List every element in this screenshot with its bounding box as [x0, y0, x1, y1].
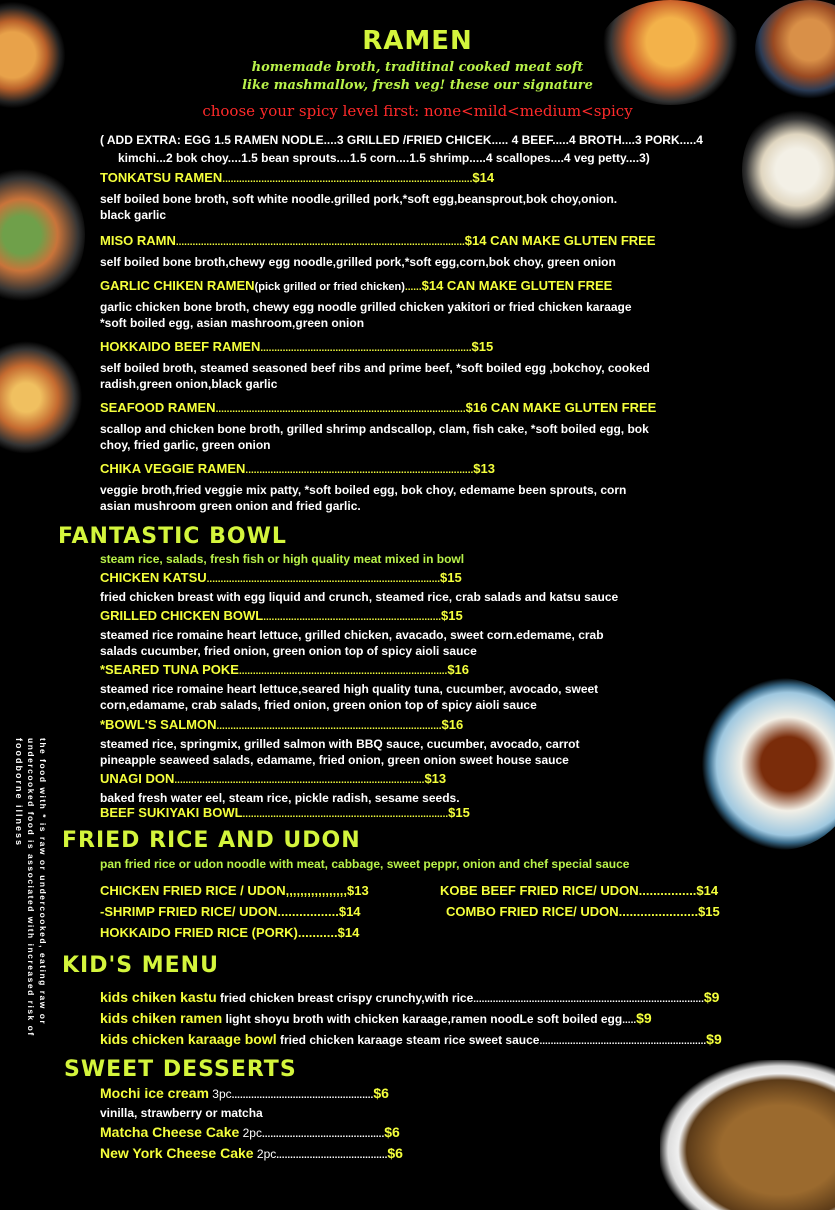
unagi-bowl-image: [700, 678, 835, 850]
bowl-item-name: GRILLED CHICKEN BOWL: [100, 608, 264, 623]
add-extra-line2: kimchi...2 bok choy....1.5 bean sprouts....1.5 corn....1.5 shrimp.....4 scallopes....4 veg petty....3): [118, 151, 650, 165]
bowl-item-dots: .................................................................................: [216, 721, 442, 732]
ramen-item-line: [100, 233, 656, 248]
bowl-item-desc-line1: baked fresh water eel, steam rice, pickle radish, sesame seeds.: [100, 791, 460, 805]
bowl-item-desc-line1: fried chicken breast with egg liquid and crunch, steamed rice, crab salads and katsu sauce: [100, 590, 619, 604]
ramen-item-price: $15: [471, 339, 494, 354]
dessert-item-qty: 2pc: [253, 1147, 277, 1161]
dessert-item-dots: ...................................................: [231, 1090, 374, 1101]
bowl-item-desc-line2: pineapple seaweed salads, edamame, fried onion, green onion sweet house sauce: [100, 753, 569, 767]
disclaimer-col-2: undercooked food is associated with increased risk of: [26, 738, 36, 1037]
bowl-item-line: [100, 570, 462, 585]
kids-item-dots: ............................................................: [539, 1036, 707, 1047]
fried-rice-title: FRIED RICE AND UDON: [62, 828, 361, 853]
kids-item-price: $9: [636, 1010, 652, 1026]
ramen-subtitle-line1: homemade broth, traditinal cooked meat soft: [251, 60, 584, 75]
fried-rice-item-chicken: CHICKEN FRIED RICE / UDON,,,,,,,,,,,,,,,,,$13: [100, 883, 369, 898]
bowl-item-name: UNAGI DON: [100, 771, 175, 786]
fried-rice-subtitle: pan fried rice or udon noodle with meat, cabbage, sweet peppr, onion and chef special sauce: [100, 857, 630, 871]
ramen-item-desc-line2: radish,green onion,black garlic: [100, 377, 278, 391]
ramen-item-dots: ..........................................................................................: [222, 174, 473, 185]
kids-item-dots: .....: [622, 1015, 637, 1026]
ramen-item-line: [100, 400, 656, 415]
ramen-item-desc-line1: scallop and chicken bone broth, grilled shrimp andscallop, clam, fish cake, *soft boiled egg, bok: [100, 422, 649, 436]
kids-menu-title: KID'S MENU: [62, 953, 219, 978]
kids-item-price: $9: [706, 1031, 722, 1047]
ramen-item-price: $14 CAN MAKE GLUTEN FREE: [464, 233, 656, 248]
ramen-bowl-image-left-2: [0, 165, 85, 305]
dessert-item-name: Matcha Cheese Cake: [100, 1124, 240, 1140]
ramen-item-price: $16 CAN MAKE GLUTEN FREE: [465, 400, 657, 415]
kids-item-name: kids chiken kastu: [100, 989, 217, 1005]
bowl-item-line: [100, 662, 469, 677]
ramen-item-line: [100, 461, 495, 476]
ramen-item-price: $14: [472, 170, 495, 185]
dessert-item-price: $6: [384, 1124, 400, 1140]
bowl-item-desc-line1: steamed rice romaine heart lettuce, grilled chicken, avacado, sweet corn.edemame, crab: [100, 628, 604, 642]
bowl-item-price: $15: [440, 570, 462, 585]
bowl-item-price: $16: [441, 717, 464, 732]
ramen-item-dots: ..........................................................................................: [215, 404, 466, 415]
kids-item-dots: ...................................................................................: [473, 994, 704, 1005]
bowl-item-name: *BOWL'S SALMON: [100, 717, 217, 732]
dessert-item-qty: 2pc: [239, 1126, 262, 1140]
kids-item-name: kids chiken ramen: [100, 1010, 223, 1026]
bowl-item-dots: ................................................................: [263, 612, 442, 623]
bowl-item-desc-line1: steamed rice romaine heart lettuce,seared high quality tuna, cucumber, avocado, sweet: [100, 682, 599, 696]
bowl-item-name: CHICKEN KATSU: [100, 570, 207, 585]
bowl-item-desc-line2: salads cucumber, fried onion, green onion top of spicy aioli sauce: [100, 644, 477, 658]
ramen-subtitle-line2: like mashmallow, fresh veg! these our signature: [242, 78, 593, 93]
ramen-item-name: TONKATSU RAMEN: [100, 170, 223, 185]
ramen-item-line: [100, 278, 612, 293]
ramen-item-desc-line1: self boiled bone broth, soft white noodle.grilled pork,*soft egg,beansprout,bok choy,onion.: [100, 192, 618, 206]
ramen-item-desc-line1: veggie broth,fried veggie mix patty, *soft boiled egg, bok choy, edemame been sprouts, corn: [100, 483, 627, 497]
ramen-item-option: (pick grilled or fried chicken): [254, 281, 405, 293]
dessert-item-dots: ............................................: [261, 1129, 385, 1140]
ramen-item-dots: ..................................................................................: [245, 465, 474, 476]
kids-item-name: kids chicken karaage bowl: [100, 1031, 277, 1047]
ramen-section-title: RAMEN: [362, 26, 473, 56]
kids-item-line: [100, 989, 719, 1005]
ramen-item-name: HOKKAIDO BEEF RAMEN: [100, 339, 261, 354]
bowl-item-name: BEEF SUKIYAKI BOWL: [100, 805, 243, 820]
ramen-item-price: $14 CAN MAKE GLUTEN FREE: [421, 278, 613, 293]
bowl-item-line: [100, 805, 470, 820]
ramen-item-price: $13: [473, 461, 495, 476]
ramen-item-line: [100, 339, 493, 354]
kids-item-price: $9: [703, 989, 720, 1005]
fantastic-bowl-subtitle: steam rice, salads, fresh fish or high quality meat mixed in bowl: [100, 552, 465, 566]
ramen-item-name: MISO RAMN: [100, 233, 176, 248]
dessert-item-qty: 3pc: [208, 1087, 232, 1101]
dessert-item-line: [100, 1124, 400, 1140]
ramen-item-dots: ........................................................................................................: [175, 237, 465, 248]
ramen-item-desc-line1: garlic chicken bone broth, chewy egg noodle grilled chicken yakitori or fried chicken karaage: [100, 300, 632, 314]
disclaimer-col-1: foodborne illness: [14, 738, 24, 848]
dessert-item-dots: ........................................: [276, 1150, 388, 1161]
dessert-item-line: [100, 1085, 389, 1101]
ramen-item-desc-line1: self boiled bone broth,chewy egg noodle,grilled pork,*soft egg,corn,bok choy, green onion: [100, 255, 616, 269]
bowl-item-price: $13: [424, 771, 447, 786]
kids-item-line: [100, 1010, 652, 1026]
bowl-item-line: [100, 717, 463, 732]
bowl-item-dots: ..........................................................................: [242, 809, 449, 820]
bowl-item-line: [100, 608, 463, 623]
bowl-item-desc-line1: steamed rice, springmix, grilled salmon with BBQ sauce, cucumber, avocado, carrot: [100, 737, 580, 751]
kids-item-line: [100, 1031, 722, 1047]
bowl-item-name: *SEARED TUNA POKE: [100, 662, 239, 677]
bowl-item-dots: ...........................................................................: [238, 666, 448, 677]
desserts-title: SWEET DESSERTS: [64, 1057, 297, 1082]
dessert-item-name: Mochi ice cream: [100, 1085, 209, 1101]
spicy-level-note: choose your spicy level first: none<mild<medium<spicy: [202, 102, 633, 120]
bowl-item-dots: ....................................................................................: [206, 574, 441, 585]
ramen-item-line: [100, 170, 494, 185]
bowl-item-line: [100, 771, 446, 786]
ramen-item-desc-line2: black garlic: [100, 208, 167, 222]
fried-rice-item-shrimp: -SHRIMP FRIED RICE/ UDON.................$14: [100, 904, 361, 919]
fantastic-bowl-title: FANTASTIC BOWL: [58, 524, 287, 549]
ramen-item-desc-line2: choy, fried garlic, green onion: [100, 438, 271, 452]
bowl-item-price: $15: [448, 805, 470, 820]
dessert-item-name: New York Cheese Cake: [100, 1145, 254, 1161]
ramen-item-desc-line2: asian mushroom green onion and fried garlic.: [100, 499, 361, 513]
disclaimer-col-3: the food with * is raw or undercooked, eating raw or: [38, 738, 48, 1026]
kids-item-desc: fried chicken karaage steam rice sweet sauce: [276, 1033, 540, 1047]
ramen-item-name: SEAFOOD RAMEN: [100, 400, 216, 415]
fried-rice-plate-image: [660, 1060, 835, 1210]
ramen-item-desc-line2: *soft boiled egg, asian mashroom,green onion: [100, 316, 365, 330]
ramen-item-name: GARLIC CHIKEN RAMEN: [100, 278, 255, 293]
dessert-item-price: $6: [373, 1085, 389, 1101]
ramen-bowl-image-right-3: [742, 105, 835, 235]
bowl-item-price: $15: [441, 608, 463, 623]
fried-rice-item-kobe: KOBE BEEF FRIED RICE/ UDON................$14: [440, 883, 719, 898]
fried-rice-item-hokkaido: HOKKAIDO FRIED RICE (PORK)...........$14: [100, 925, 360, 940]
ramen-bowl-image-left-3: [0, 340, 82, 455]
dessert-item-price: $6: [387, 1145, 403, 1161]
bowl-item-price: $16: [447, 662, 470, 677]
bowl-item-dots: ..........................................................................................: [174, 775, 425, 786]
dessert-item-line: [100, 1145, 403, 1161]
kids-item-desc: light shoyu broth with chicken karaage,ramen noodLe soft boiled egg: [222, 1012, 623, 1026]
ramen-item-dots: ............................................................................: [260, 343, 472, 354]
ramen-item-desc-line1: self boiled broth, steamed seasoned beef ribs and prime beef, *soft boiled egg ,bokchoy, cooked: [100, 361, 650, 375]
add-extra-line1: ( ADD EXTRA: EGG 1.5 RAMEN NODLE....3 GRILLED /FRIED CHICEK..... 4 BEEF.....4 BROTH....3 PORK.....4: [100, 133, 703, 147]
dessert-item-desc: vinilla, strawberry or matcha: [100, 1106, 263, 1120]
kids-item-desc: fried chicken breast crispy crunchy,with rice: [216, 991, 474, 1005]
fried-rice-item-combo: COMBO FRIED RICE/ UDON......................$15: [446, 904, 720, 919]
bowl-item-desc-line2: corn,edamame, crab salads, fried onion, green onion top of spicy aioli sauce: [100, 698, 537, 712]
ramen-item-name: CHIKA VEGGIE RAMEN: [100, 461, 246, 476]
ramen-item-dots: ......: [404, 282, 422, 293]
